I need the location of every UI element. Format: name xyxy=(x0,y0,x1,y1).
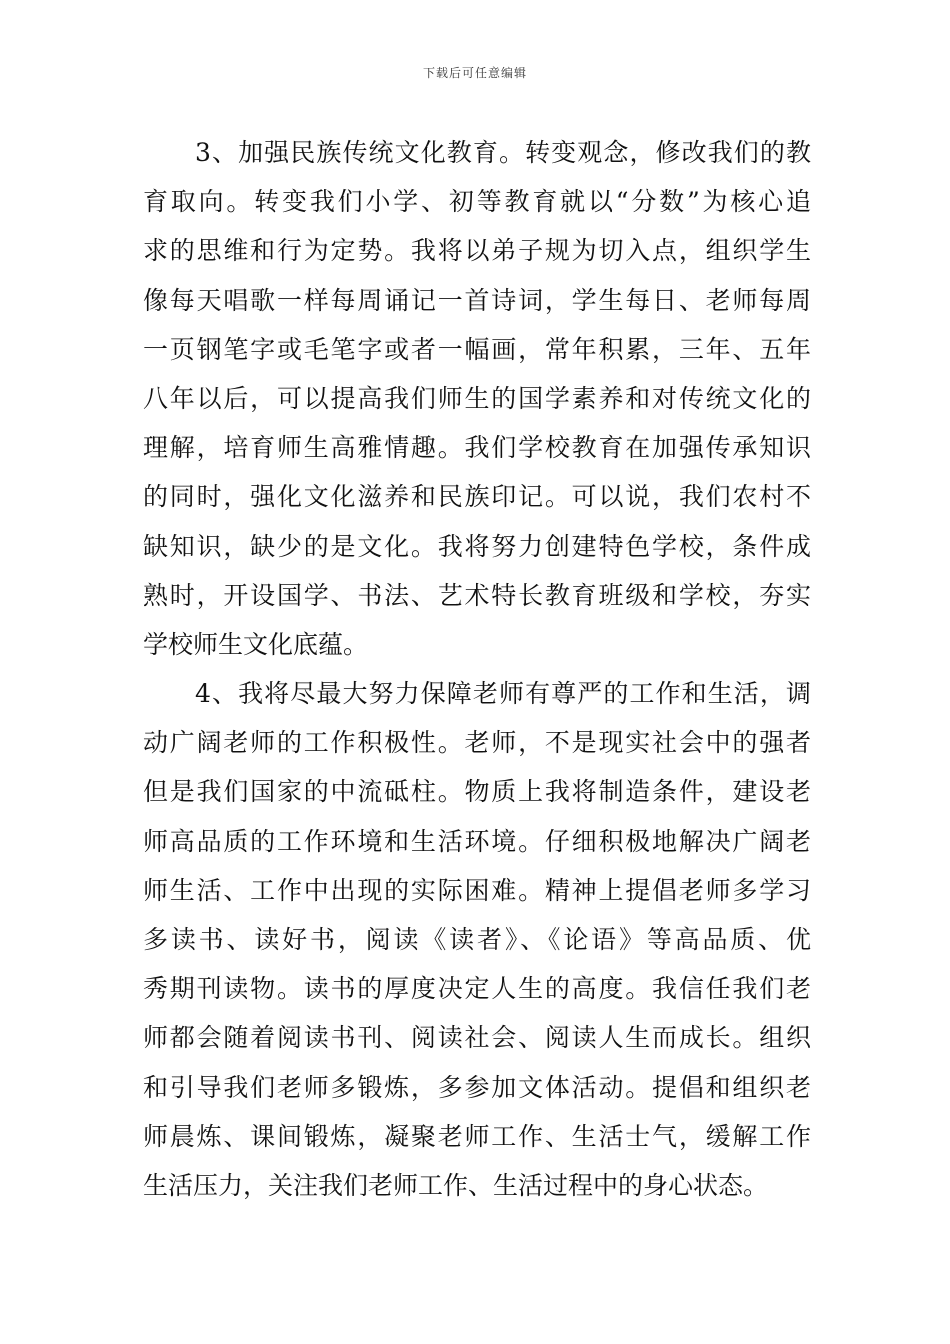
paragraph-line: 师生活、工作中出现的实际困难。精神上提倡老师多学习 xyxy=(143,875,811,905)
paragraph-line: 像每天唱歌一样每周诵记一首诗词，学生每日、老师每周 xyxy=(143,285,811,315)
paragraph-line: 学校师生文化底蕴。 xyxy=(143,629,369,659)
paragraph-line: 动广阔老师的工作积极性。老师，不是现实社会中的强者 xyxy=(143,728,811,758)
document-body xyxy=(143,128,811,1210)
paragraph-line: 3、加强民族传统文化教育。转变观念，修改我们的教 xyxy=(195,138,811,167)
paragraph-line: 4、我将尽最大努力保障老师有尊严的工作和生活，调 xyxy=(195,679,811,709)
paragraph-line: 和引导我们老师多锻炼，多参加文体活动。提倡和组织老 xyxy=(143,1072,811,1102)
paragraph-line: 育取向。转变我们小学、初等教育就以“分数”为核心追 xyxy=(143,187,811,217)
paragraph-line: 一页钢笔字或毛笔字或者一幅画，常年积累，三年、五年 xyxy=(143,334,811,364)
paragraph-line: 师高品质的工作环境和生活环境。仔细积极地解决广阔老 xyxy=(143,826,811,856)
paragraph-line: 的同时，强化文化滋养和民族印记。可以说，我们农村不 xyxy=(143,482,811,512)
paragraph-line: 但是我们国家的中流砥柱。物质上我将制造条件，建设老 xyxy=(143,777,811,807)
paragraph-4 xyxy=(143,669,811,1210)
paragraph-3 xyxy=(143,128,811,669)
paragraph-line: 理解，培育师生高雅情趣。我们学校教育在加强传承知识 xyxy=(143,433,811,463)
paragraph-line: 秀期刊读物。读书的厚度决定人生的高度。我信任我们老 xyxy=(143,974,811,1004)
paragraph-line: 八年以后，可以提高我们师生的国学素养和对传统文化的 xyxy=(143,383,811,413)
paragraph-line: 求的思维和行为定势。我将以弟子规为切入点，组织学生 xyxy=(143,236,811,266)
page-header: 下载后可任意编辑 xyxy=(422,66,527,80)
paragraph-line: 熟时，开设国学、书法、艺术特长教育班级和学校，夯实 xyxy=(143,580,811,610)
paragraph-line: 师都会随着阅读书刊、阅读社会、阅读人生而成长。组织 xyxy=(143,1023,811,1053)
paragraph-line: 生活压力，关注我们老师工作、生活过程中的身心状态。 xyxy=(143,1170,769,1200)
paragraph-line: 多读书、读好书，阅读《读者》、《论语》等高品质、优 xyxy=(143,925,811,954)
paragraph-line: 师晨炼、课间锻炼，凝聚老师工作、生活士气，缓解工作 xyxy=(143,1121,811,1151)
paragraph-line: 缺知识，缺少的是文化。我将努力创建特色学校，条件成 xyxy=(143,531,811,561)
